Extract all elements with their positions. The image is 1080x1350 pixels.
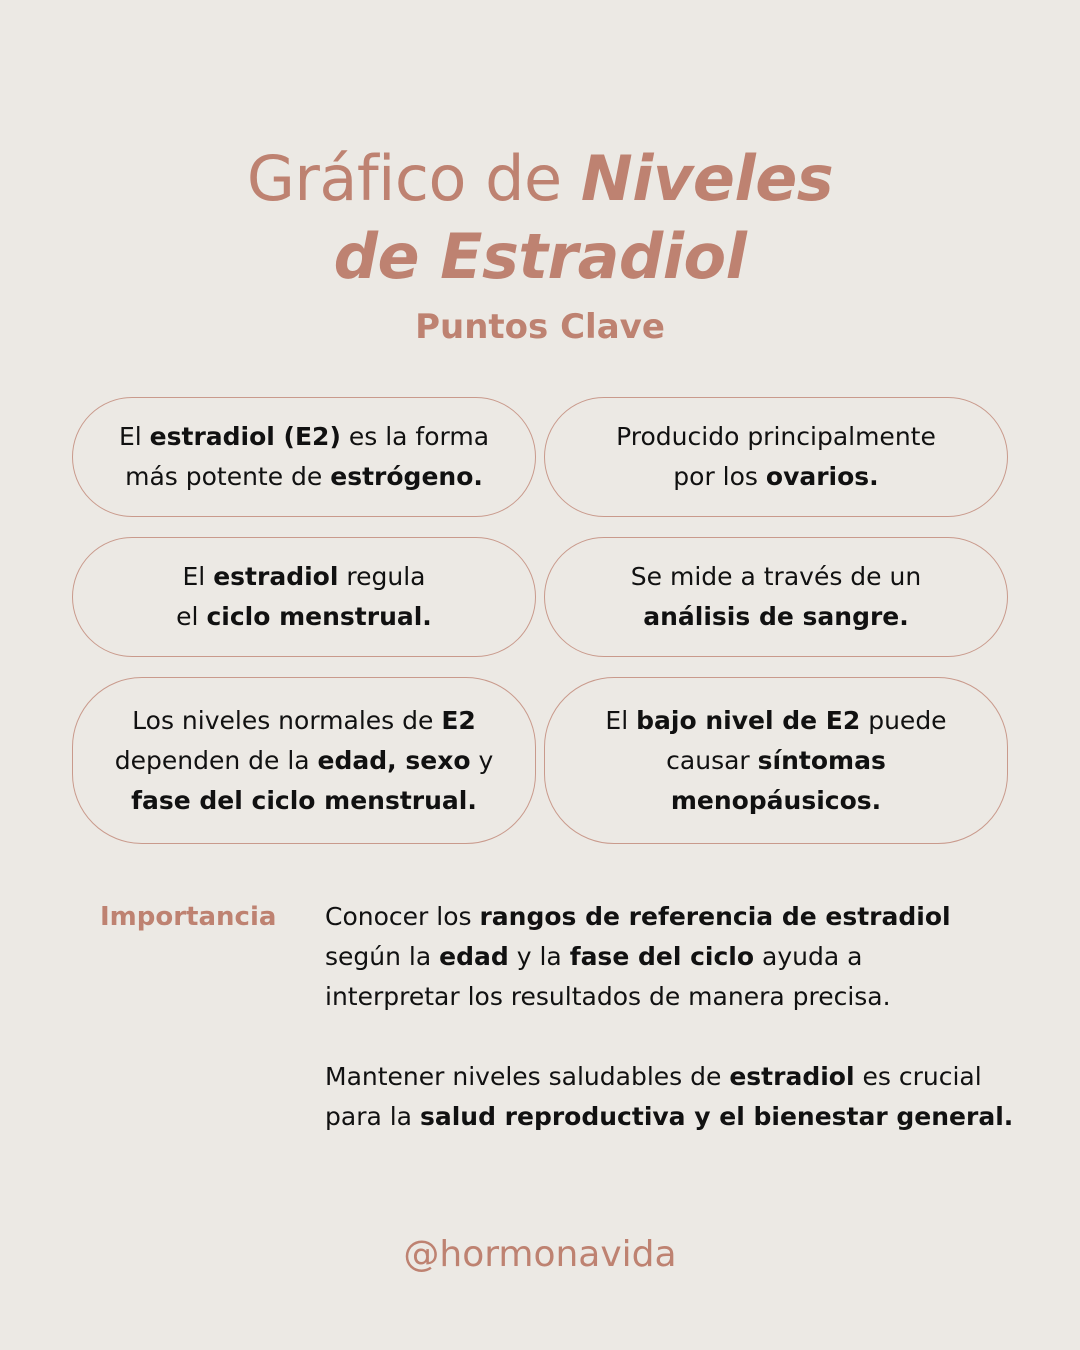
paragraph-bold: fase del ciclo: [569, 942, 755, 971]
key-point-text: [119, 417, 489, 497]
card-text: El: [605, 705, 629, 735]
title-prefix: Gráfico de: [246, 142, 562, 215]
card-bold: síntomas: [757, 745, 886, 775]
paragraph-text: Conocer los: [325, 902, 472, 931]
key-point-text: [631, 557, 921, 637]
card-text: causar: [666, 745, 750, 775]
card-bold: menopáusicos.: [670, 785, 882, 815]
social-handle: @hormonavida: [403, 1234, 677, 1275]
paragraph-bold: edad: [439, 942, 509, 971]
key-point-text: [616, 417, 936, 497]
card-bold: ciclo menstrual.: [206, 602, 432, 631]
card-text: más potente de: [125, 462, 323, 491]
card-bold: estrógeno.: [330, 462, 483, 491]
card-text: y: [478, 745, 494, 775]
card-text: El: [118, 422, 142, 451]
card-text: por los: [673, 462, 758, 491]
paragraph-text: interpretar los resultados de manera precisa.: [325, 982, 891, 1011]
card-bold: estradiol (E2): [149, 422, 341, 451]
paragraph-text: para la: [325, 1102, 412, 1131]
card-bold: análisis de sangre.: [643, 602, 909, 631]
page-subtitle: Puntos Clave: [415, 307, 665, 347]
card-text: Producido principalmente: [616, 422, 936, 451]
card-bold: fase del ciclo menstrual.: [131, 785, 477, 815]
importance-paragraph-2: [325, 1057, 1025, 1137]
card-text: regula: [346, 562, 426, 591]
card-text: es la forma: [348, 422, 490, 451]
key-point-card-2: [544, 397, 1008, 517]
importance-text: [325, 897, 1025, 1137]
key-point-text: [605, 701, 946, 821]
key-point-text: [115, 701, 494, 821]
key-point-card-5: [72, 677, 536, 844]
key-point-text: [176, 557, 432, 637]
paragraph-bold: salud reproductiva y el bienestar general.: [419, 1102, 1014, 1131]
title-emphasis-1: Niveles: [580, 142, 834, 215]
card-bold: edad, sexo: [317, 745, 471, 775]
paragraph-text: ayuda a: [762, 942, 863, 971]
paragraph-text: y la: [516, 942, 562, 971]
card-text: puede: [868, 705, 947, 735]
paragraph-text: es crucial: [862, 1062, 982, 1091]
key-point-card-1: [72, 397, 536, 517]
importance-label: Importancia: [100, 902, 277, 932]
importance-paragraph-1: [325, 897, 1025, 1017]
paragraph-bold: estradiol: [729, 1062, 855, 1091]
paragraph-bold: rangos de referencia de estradiol: [479, 902, 951, 931]
card-bold: estradiol: [213, 562, 339, 591]
page-title: [0, 140, 1080, 296]
card-text: Se mide a través de un: [630, 562, 922, 591]
card-bold: ovarios.: [765, 462, 879, 491]
title-emphasis-2: de Estradiol: [333, 220, 747, 293]
paragraph-text: Mantener niveles saludables de: [325, 1062, 722, 1091]
key-point-card-3: [72, 537, 536, 657]
card-bold: E2: [441, 705, 476, 735]
card-text: dependen de la: [114, 745, 310, 775]
key-point-card-6: [544, 677, 1008, 844]
key-point-card-4: [544, 537, 1008, 657]
card-text: El: [182, 562, 206, 591]
paragraph-text: según la: [325, 942, 432, 971]
card-text: el: [176, 602, 199, 631]
card-text: Los niveles normales de: [132, 705, 434, 735]
card-bold: bajo nivel de E2: [636, 705, 861, 735]
